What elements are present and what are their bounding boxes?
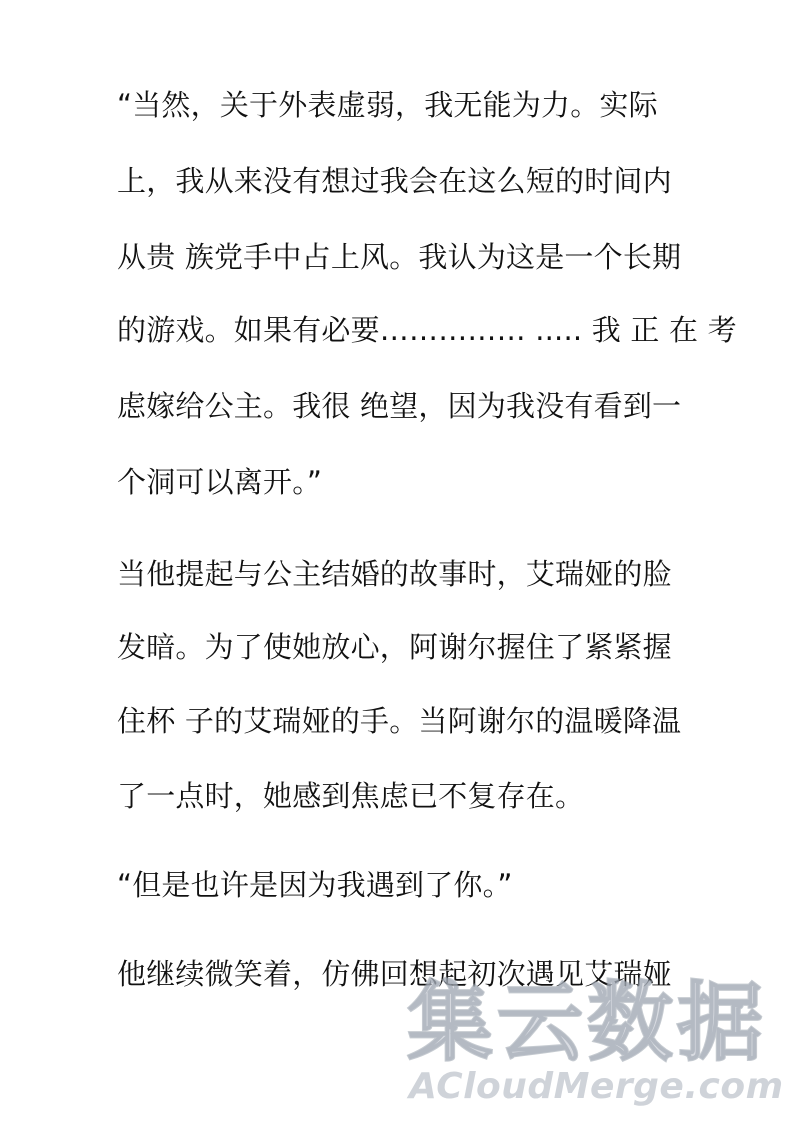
watermark-cjk-text: 集云数据 <box>407 973 767 1073</box>
text-line-2: 上，我从来没有想过我会在这么短的时间内 <box>117 164 672 198</box>
watermark-url-text: ACloudMerge.com <box>409 1066 784 1107</box>
text-line-7: 当他提起与公主结婚的故事时，艾瑞娅的脸 <box>117 557 672 591</box>
text-line-12: 他继续微笑着，仿佛回想起初次遇见艾瑞娅 <box>117 957 672 991</box>
text-line-4: 的游戏。如果有必要…………… ..... 我 正 在 考 <box>117 313 737 347</box>
text-line-1: “当然，关于外表虚弱，我无能为力。实际 <box>117 88 658 122</box>
text-line-5: 虑嫁给公主。我很 绝望，因为我没有看到一 <box>117 389 682 423</box>
text-line-8: 发暗。为了使她放心，阿谢尔握住了紧紧握 <box>117 630 672 664</box>
text-line-10: 了一点时，她感到焦虑已不复存在。 <box>117 779 585 813</box>
text-line-11: “但是也许是因为我遇到了你。” <box>117 868 513 902</box>
text-line-3: 从贵 族党手中占上风。我认为这是一个长期 <box>117 240 682 274</box>
text-line-6: 个洞可以离开。” <box>117 465 323 499</box>
text-line-9: 住杯 子的艾瑞娅的手。当阿谢尔的温暖降温 <box>117 704 682 738</box>
watermark <box>395 975 790 1115</box>
